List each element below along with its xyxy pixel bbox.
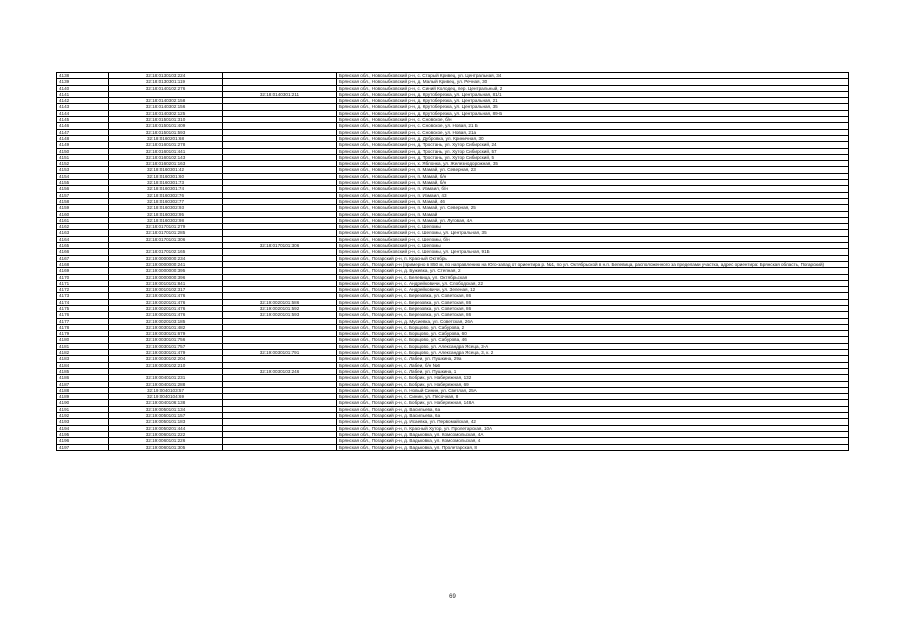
cadastral-number-cell: 32:18:0160302:95: [109, 211, 223, 217]
cadastral-number-cell: 32:18:0140302:156: [109, 104, 223, 110]
cadastral-number-cell: 32:19:0040104:69: [109, 394, 223, 400]
address-cell: Брянская обл., Новозыбковский р-н, д. Дубровка, ул. Криничная, 30: [337, 135, 849, 141]
cadastral-number-cell: 32:18:0160201:68: [109, 135, 223, 141]
row-number-cell: 4163: [57, 230, 109, 236]
cadastral-number-cell: 32:19:0050101:157: [109, 413, 223, 419]
row-number-cell: 4182: [57, 350, 109, 356]
address-cell: Брянская обл., Новозыбковский р-н, п. Измаил, 43: [337, 192, 849, 198]
cadastral-number-cell: 32:19:0040101:288: [109, 381, 223, 387]
address-cell: Брянская обл., Новозыбковский р-н, п. Мамай, ул. Луговая, 4А: [337, 217, 849, 223]
cadastral-number-cell: 32:19:0030101:479: [109, 350, 223, 356]
address-cell: Брянская обл., Новозыбковский р-н, с. Шеломы, ул. Центральная, 91Б: [337, 249, 849, 255]
row-number-cell: 4189: [57, 394, 109, 400]
address-cell: Брянская обл., Погарский р-н, с. Березовка, ул. Советская, 86: [337, 305, 849, 311]
cadastral-number-cell: 32:18:0160302:98: [109, 217, 223, 223]
row-number-cell: 4192: [57, 413, 109, 419]
address-cell: Брянская обл., Новозыбковский р-н, с. Шеломы: [337, 224, 849, 230]
row-number-cell: 4158: [57, 198, 109, 204]
address-cell: Брянская обл., Новозыбковский р-н, п. Мамай: [337, 211, 849, 217]
address-cell: Брянская обл., Новозыбковский р-н, с. Синий Колодец, пер. Центральный, 2: [337, 85, 849, 91]
cadastral-number-cell: 32:18:0160101:278: [109, 142, 223, 148]
cadastral-number-cell: 32:18:0160302:76: [109, 192, 223, 198]
cadastral-number-cell: 32:18:0160102:143: [109, 154, 223, 160]
address-cell: Брянская обл., Новозыбковский р-н, с. Старый Кривец, ул. Центральная, 34: [337, 73, 849, 79]
cadastral-number-cell: 32:18:0160302:77: [109, 198, 223, 204]
cadastral-number-cell: 32:18:0170101:285: [109, 230, 223, 236]
address-cell: Брянская обл., Новозыбковский р-н, п. Мамай, ул. Северная, 23: [337, 167, 849, 173]
address-cell: Брянская обл., Новозыбковский р-н, п. Мамай, ул. Северная, 25: [337, 205, 849, 211]
cadastral-number-cell: 32:19:0060101:305: [109, 444, 223, 450]
row-number-cell: 4172: [57, 287, 109, 293]
address-cell: Брянская обл., Погарский р-н, д. Бужевка, ул. Степная, 2: [337, 268, 849, 274]
address-cell: Брянская обл., Новозыбковский р-н, д. Тростань, ул. Хутор Сибирский, 57: [337, 148, 849, 154]
address-cell: Брянская обл., Новозыбковский р-н, с. Сновское, б/н: [337, 117, 849, 123]
cadastral-number-cell: 32:19:0020101:476: [109, 293, 223, 299]
row-number-cell: 4193: [57, 419, 109, 425]
cadastral-number-cell: 32:18:0160302:93: [109, 205, 223, 211]
row-number-cell: 4178: [57, 324, 109, 330]
row-number-cell: 4155: [57, 180, 109, 186]
cadastral-number-cell: 32:18:0170101:306: [109, 236, 223, 242]
address-cell: Брянская обл., Погарский р-н, д. Исаевка, ул. Первомайская, 42: [337, 419, 849, 425]
cadastral-number-cell: 32:19:0020101:476: [109, 305, 223, 311]
row-number-cell: 4143: [57, 104, 109, 110]
address-cell: Брянская обл., Погарский р-н, с. Бобрик, ул. Набережная, 148А: [337, 400, 849, 406]
row-number-cell: 4186: [57, 375, 109, 381]
row-number-cell: 4138: [57, 73, 109, 79]
address-cell: Брянская обл., Погарский р-н, с. Борщово, ул. Сабурова, 60: [337, 331, 849, 337]
address-cell: Брянская обл., Новозыбковский р-н, с. Шеломы, ул. Центральная, 35: [337, 230, 849, 236]
row-number-cell: 4142: [57, 98, 109, 104]
address-cell: Брянская обл., Новозыбковский р-н, д. Тростань, ул. Хутор Сибирский, 24: [337, 142, 849, 148]
row-number-cell: 4156: [57, 186, 109, 192]
cadastral-number-cell: 32:18:0130301:119: [109, 79, 223, 85]
row-number-cell: 4153: [57, 167, 109, 173]
cadastral-number-cell: 32:19:0000000:395: [109, 268, 223, 274]
cadastral-number-cell: 32:19:0040101:231: [109, 375, 223, 381]
address-cell: Брянская обл., Новозыбковский р-н, д. Крутоберезка, ул. Центральная, 89-Б: [337, 110, 849, 116]
row-number-cell: 4170: [57, 274, 109, 280]
row-number-cell: 4165: [57, 243, 109, 249]
cadastral-number-cell: 32:19:0050101:134: [109, 406, 223, 412]
row-number-cell: 4166: [57, 249, 109, 255]
address-cell: Брянская обл., Погарский р-н, с. Лабеи, б/н №6: [337, 362, 849, 368]
address-cell: Брянская обл., Погарский р-н, с. Борщово, ул. Сабурова, 46: [337, 337, 849, 343]
address-cell: Брянская обл., Погарский р-н, с. Синин, ул. Песочная, 8: [337, 394, 849, 400]
cadastral-number-cell: 32:19:0030102:210: [109, 362, 223, 368]
address-cell: Брянская обл., Погарский р-н, д. Мусиевка, ул. Советская, 26А: [337, 318, 849, 324]
row-number-cell: 4144: [57, 110, 109, 116]
cadastral-number-cell: 32:18:0160201:163: [109, 161, 223, 167]
row-number-cell: 4160: [57, 211, 109, 217]
cadastral-number-cell: 32:19:0040103:57: [109, 387, 223, 393]
row-number-cell: 4183: [57, 356, 109, 362]
row-number-cell: 4169: [57, 268, 109, 274]
row-number-cell: 4181: [57, 343, 109, 349]
row-number-cell: 4140: [57, 85, 109, 91]
address-cell: Брянская обл., Новозыбковский р-н, д. Крутоберезка, ул. Центральная, 35: [337, 104, 849, 110]
row-number-cell: 4146: [57, 123, 109, 129]
cadastral-number-cell: 32:19:0000000:241: [109, 261, 223, 267]
cadastral-number-cell: 32:18:0160301:73: [109, 180, 223, 186]
row-number-cell: 4196: [57, 438, 109, 444]
cadastral-number-cell: 32:19:0020101:476: [109, 299, 223, 305]
address-cell: Брянская обл., Погарский р-н, д. Вадьковка, ул. Комсомольская, 4: [337, 438, 849, 444]
cadastral-number-cell: 32:19:0000000:234: [109, 255, 223, 261]
row-number-cell: 4141: [57, 91, 109, 97]
row-number-cell: 4164: [57, 236, 109, 242]
row-number-cell: 4150: [57, 148, 109, 154]
address-cell: Брянская обл., Погарский р-н, с. Борщово, ул. Александра Ясеца, 3, к. 2: [337, 350, 849, 356]
address-cell: Брянская обл., Погарский р-н, д. Вадьковка, ул. Комсомольская, 4А: [337, 431, 849, 437]
row-number-cell: 4147: [57, 129, 109, 135]
row-number-cell: 4145: [57, 117, 109, 123]
address-cell: Брянская обл., Новозыбковский р-н, п. Мамай, б/н: [337, 173, 849, 179]
row-number-cell: 4152: [57, 161, 109, 167]
address-cell: Брянская обл., Погарский р-н, с. Белевица, ул. Октябрьская: [337, 274, 849, 280]
address-cell: Брянская обл., Погарский р-н, п. Красный Хутор, ул. Пролетарская, 10А: [337, 425, 849, 431]
table-row: [57, 261, 849, 267]
row-number-cell: 4151: [57, 154, 109, 160]
row-number-cell: 4154: [57, 173, 109, 179]
cadastral-number-cell: 32:19:0020103:185: [109, 318, 223, 324]
row-number-cell: 4195: [57, 431, 109, 437]
cadastral-number-cell: 32:19:0040106:138: [109, 400, 223, 406]
parent-cadastral-number-cell: 32:19:0030103:246: [223, 368, 337, 374]
cadastral-number-cell: 32:18:0160301:60: [109, 173, 223, 179]
address-cell: Брянская обл., Погарский р-н, с. Березовка, ул. Советская, 86: [337, 293, 849, 299]
cadastral-number-cell: 32:18:0140102:276: [109, 85, 223, 91]
row-number-cell: 4175: [57, 305, 109, 311]
address-cell: Брянская обл., Погарский р-н, п. Новый Синин, ул. Светлая, 25А: [337, 387, 849, 393]
address-cell: Брянская обл., Погарский р-н, с. Андрейковичи, ул. Зеленая, 12: [337, 287, 849, 293]
cadastral-number-cell: 32:19:0010101:841: [109, 280, 223, 286]
cadastral-number-cell: 32:19:0050201:444: [109, 425, 223, 431]
address-cell: Брянская обл., Новозыбковский р-н, п. Мамай, 46: [337, 198, 849, 204]
cadastral-number-cell: 32:18:0150101:409: [109, 123, 223, 129]
page-number: 69: [449, 594, 456, 600]
row-number-cell: 4191: [57, 406, 109, 412]
parent-cadastral-number-cell: 32:18:0170101:306: [223, 243, 337, 249]
row-number-cell: 4162: [57, 224, 109, 230]
row-number-cell: 4171: [57, 280, 109, 286]
address-cell: Брянская обл., Новозыбковский р-н, п. Мамай, б/н: [337, 180, 849, 186]
address-cell: Брянская обл., Погарский р-н, с. Лабеи, ул. Пушкина, 1: [337, 368, 849, 374]
cadastral-number-cell: 32:18:0160301:42: [109, 167, 223, 173]
address-cell: Брянская обл., Погарский р-н (примерно в 850 м, по направлению на Юго-запад от ориентира р. №1, по ул. Октябрьской в н.п. Белевица, расположенного за пределами участка, адрес ориентира: Брянская область, Погарский): [337, 261, 849, 267]
address-cell: Брянская обл., Новозыбковский р-н, д. Крутоберезка, ул. Центральная, 21: [337, 98, 849, 104]
cadastral-number-cell: 32:18:0170102:165: [109, 249, 223, 255]
row-number-cell: 4167: [57, 255, 109, 261]
row-number-cell: 4197: [57, 444, 109, 450]
row-number-cell: 4157: [57, 192, 109, 198]
address-cell: Брянская обл., Погарский р-н, п. Красный Октябрь: [337, 255, 849, 261]
row-number-cell: 4187: [57, 381, 109, 387]
row-number-cell: 4174: [57, 299, 109, 305]
address-cell: Брянская обл., Новозыбковский р-н, с. Сновское, ул. Новая, 21 Б: [337, 123, 849, 129]
cadastral-number-cell: 32:18:0160301:74: [109, 186, 223, 192]
row-number-cell: 4180: [57, 337, 109, 343]
row-number-cell: 4139: [57, 79, 109, 85]
parent-cadastral-number-cell: [223, 444, 337, 450]
cadastral-number-cell: 32:18:0130103:224: [109, 73, 223, 79]
row-number-cell: 4177: [57, 318, 109, 324]
cadastral-number-cell: 32:18:0140302:158: [109, 98, 223, 104]
address-cell: Брянская обл., Новозыбковский р-н, п. Измаил, б/н: [337, 186, 849, 192]
row-number-cell: 4184: [57, 362, 109, 368]
registry-table-body: [57, 73, 849, 451]
row-number-cell: 4176: [57, 312, 109, 318]
cadastral-number-cell: 32:19:0020101:476: [109, 312, 223, 318]
parent-cadastral-number-cell: 32:19:0030101:791: [223, 350, 337, 356]
cadastral-number-cell: 32:18:0150101:310: [109, 117, 223, 123]
address-cell: Брянская обл., Новозыбковский р-н, д. Малый Кривец, ул. Речная, 30: [337, 79, 849, 85]
row-number-cell: 4173: [57, 293, 109, 299]
cadastral-number-cell: 32:18:0170101:279: [109, 224, 223, 230]
row-number-cell: 4149: [57, 142, 109, 148]
address-cell: Брянская обл., Погарский р-н, д. Вадьковка, ул. Пролетарская, 8: [337, 444, 849, 450]
cadastral-number-cell: 32:18:0150101:593: [109, 129, 223, 135]
cadastral-number-cell: 32:19:0060101:226: [109, 438, 223, 444]
row-number-cell: 4194: [57, 425, 109, 431]
address-cell: Брянская обл., Новозыбковский р-н, х. Яблонка, ул. Железнодорожная, 35: [337, 161, 849, 167]
cadastral-number-cell: 32:18:0140302:125: [109, 110, 223, 116]
row-number-cell: 4188: [57, 387, 109, 393]
row-number-cell: 4148: [57, 135, 109, 141]
address-cell: Брянская обл., Погарский р-н, с. Андрейковичи, ул. Слободская, 22: [337, 280, 849, 286]
parent-cadastral-number-cell: 32:18:0140301:211: [223, 91, 337, 97]
registry-table-sheet: [56, 72, 848, 451]
parent-cadastral-number-cell: 32:19:0020101:593: [223, 312, 337, 318]
row-number-cell: 4185: [57, 368, 109, 374]
row-number-cell: 4179: [57, 331, 109, 337]
cadastral-number-cell: 32:19:0030101:679: [109, 331, 223, 337]
cadastral-number-cell: 32:19:0000000:396: [109, 274, 223, 280]
address-cell: Брянская обл., Погарский р-н, д. Васильева, 6а: [337, 406, 849, 412]
cadastral-number-cell: 32:19:0030101:756: [109, 337, 223, 343]
row-number-cell: 4159: [57, 205, 109, 211]
table-row: [57, 444, 849, 450]
address-cell: Брянская обл., Погарский р-н, с. Лабеи, ул. Пушкина, 29а: [337, 356, 849, 362]
parent-cadastral-number-cell: 32:19:0020101:592: [223, 305, 337, 311]
address-cell: Брянская обл., Погарский р-н, с. Бобрик, ул. Набережная, 69: [337, 381, 849, 387]
address-cell: Брянская обл., Погарский р-н, с. Борщово, ул. Александра Ясеца, 3-А: [337, 343, 849, 349]
cadastral-number-cell: 32:19:0030101:757: [109, 343, 223, 349]
row-number-cell: 4161: [57, 217, 109, 223]
cadastral-number-cell: 32:19:0010102:317: [109, 287, 223, 293]
registry-table: [56, 72, 849, 451]
address-cell: Брянская обл., Новозыбковский р-н, с. Шеломы, б/н: [337, 236, 849, 242]
row-number-cell: 4190: [57, 400, 109, 406]
cadastral-number-cell: 32:19:0030102:204: [109, 356, 223, 362]
address-cell: Брянская обл., Погарский р-н, с. Березовка, ул. Советская, 86: [337, 299, 849, 305]
address-cell: Брянская обл., Погарский р-н, с. Бобрик, ул. Набережная, 132: [337, 375, 849, 381]
parent-cadastral-number-cell: 32:19:0020101:586: [223, 299, 337, 305]
address-cell: Брянская обл., Новозыбковский р-н, д. Тростань, ул. Хутор Сибирский, 5: [337, 154, 849, 160]
address-cell: Брянская обл., Погарский р-н, д. Васильева, 6а: [337, 413, 849, 419]
address-cell: Брянская обл., Погарский р-н, с. Березовка, ул. Советская, 86: [337, 312, 849, 318]
cadastral-number-cell: 32:19:0060101:222: [109, 431, 223, 437]
address-cell: Брянская обл., Новозыбковский р-н, д. Крутоберезка, ул. Центральная, 81/1: [337, 91, 849, 97]
cadastral-number-cell: 32:19:0050101:183: [109, 419, 223, 425]
cadastral-number-cell: 32:19:0030101:482: [109, 324, 223, 330]
address-cell: Брянская обл., Новозыбковский р-н, с. Сновское, ул. Новая, 21а: [337, 129, 849, 135]
address-cell: Брянская обл., Новозыбковский р-н, с. Шеломы: [337, 243, 849, 249]
row-number-cell: 4168: [57, 261, 109, 267]
address-cell: Брянская обл., Погарский р-н, с. Борщово, ул. Сабурова, 2: [337, 324, 849, 330]
cadastral-number-cell: 32:18:0160101:441: [109, 148, 223, 154]
